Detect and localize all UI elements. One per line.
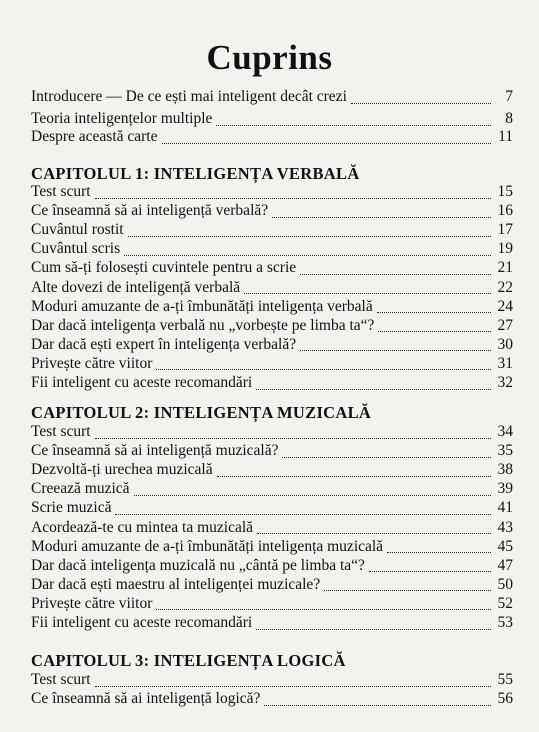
toc-entry (31, 538, 513, 558)
dot-leader (95, 198, 491, 199)
toc-entry-label: Fii inteligent cu aceste recomandări (31, 374, 253, 391)
toc-page-number: 32 (497, 374, 513, 391)
toc-page-number: 52 (497, 594, 513, 612)
toc-entry-label: Test scurt (31, 423, 91, 440)
toc-page-number: 11 (498, 128, 513, 145)
toc-entry-label: Dar dacă inteligența muzicală nu „cântă pe limba ta“? (31, 556, 365, 574)
dot-leader (95, 686, 491, 687)
toc-page-number: 50 (497, 575, 513, 593)
toc-entry-label: Moduri amuzante de a-ți îmbunătăți inteligența verbală (31, 297, 373, 315)
toc-entry (31, 519, 513, 539)
dot-leader (272, 217, 491, 218)
toc-page-number: 39 (497, 480, 513, 498)
toc-entry-label: Scrie muzică (31, 499, 112, 517)
toc-page-number: 30 (497, 335, 513, 353)
toc-entry (31, 88, 513, 108)
toc-entry-label: Despre această carte (31, 128, 158, 145)
toc-page-number: 34 (497, 423, 513, 440)
toc-page-number: 15 (497, 183, 513, 200)
toc-entry (31, 355, 513, 375)
toc-entry-label: Test scurt (31, 671, 91, 688)
dot-leader (282, 457, 491, 458)
toc-entry (31, 671, 513, 691)
toc-entry-label: Dar dacă inteligența verbală nu „vorbește pe limba ta“? (31, 316, 375, 334)
toc-entry (31, 240, 513, 260)
toc-page-number: 41 (497, 499, 513, 517)
dot-leader (256, 629, 491, 630)
toc-entry-label: Cum să-ți folosești cuvintele pentru a scrie (31, 259, 297, 277)
toc-page-number: 21 (497, 259, 513, 277)
toc-page-number: 47 (497, 556, 513, 574)
toc-entry-label: Moduri amuzante de a-ți îmbunătăți inteligența muzicală (31, 537, 384, 555)
dot-leader (257, 533, 491, 534)
toc-page-number: 24 (497, 297, 513, 315)
dot-leader (128, 236, 491, 237)
dot-leader (300, 274, 491, 275)
toc-entry (31, 202, 513, 222)
dot-leader (244, 293, 491, 294)
toc-page-number: 55 (497, 671, 513, 688)
dot-leader (324, 590, 491, 591)
toc-entry (31, 128, 513, 148)
toc-page-number: 17 (497, 221, 513, 239)
toc-entry-label: Test scurt (31, 183, 91, 200)
toc-entry-label: Dar dacă ești expert în inteligența verbală? (31, 335, 297, 353)
toc-entry (31, 557, 513, 577)
dot-leader (264, 705, 491, 706)
toc-page-number: 19 (497, 240, 513, 258)
toc-entry-label: Cuvântul rostit (31, 221, 124, 239)
dot-leader (156, 369, 491, 370)
toc-entry-label: Introducere — De ce ești mai inteligent decât crezi (31, 88, 347, 105)
dot-leader (377, 312, 491, 313)
toc-page-number: 22 (497, 278, 513, 296)
toc-entry-label: Fii inteligent cu aceste recomandări (31, 614, 253, 631)
toc-entry-label: Cuvântul scris (31, 240, 121, 258)
toc-page-number: 35 (497, 442, 513, 460)
toc-entry (31, 279, 513, 299)
toc-entry (31, 442, 513, 462)
toc-page-number: 7 (505, 88, 513, 105)
toc-entry-label: Alte dovezi de inteligență verbală (31, 278, 241, 296)
toc-entry (31, 480, 513, 500)
toc-entry (31, 298, 513, 318)
toc-entry (31, 317, 513, 337)
chapter-heading: CAPITOLUL 1: INTELIGENȚA VERBALĂ (31, 164, 360, 183)
toc-page-number: 43 (497, 518, 513, 536)
toc-page-number: 31 (497, 354, 513, 372)
dot-leader (115, 514, 491, 515)
toc-entry-label: Privește către viitor (31, 354, 153, 372)
chapter-heading: CAPITOLUL 3: INTELIGENȚA LOGICĂ (31, 651, 346, 670)
dot-leader (156, 609, 491, 610)
dot-leader (217, 476, 491, 477)
toc-entry-label: Acordează-te cu mintea ta muzicală (31, 518, 254, 536)
toc-entry (31, 336, 513, 356)
toc-entry (31, 576, 513, 596)
toc-entry (31, 690, 513, 710)
toc-entry (31, 374, 513, 394)
toc-entry-label: Dezvoltă-ți urechea muzicală (31, 461, 213, 479)
toc-entry (31, 259, 513, 279)
toc-entry (31, 499, 513, 519)
toc-entry (31, 595, 513, 615)
toc-page-number: 27 (497, 316, 513, 334)
toc-entry-label: Privește către viitor (31, 594, 153, 612)
toc-page-number: 45 (497, 537, 513, 555)
toc-entry-label: Ce înseamnă să ai inteligență muzicală? (31, 442, 279, 460)
toc-entry-label: Dar dacă ești maestru al inteligenței muzicale? (31, 575, 321, 593)
toc-entry (31, 110, 513, 130)
dot-leader (378, 331, 491, 332)
dot-leader (256, 389, 491, 390)
page-title: Cuprins (206, 38, 333, 77)
toc-page-number: 16 (497, 202, 513, 220)
toc-page-number: 56 (497, 690, 513, 708)
dot-leader (216, 125, 491, 126)
dot-leader (124, 255, 491, 256)
chapter-heading: CAPITOLUL 2: INTELIGENȚA MUZICALĂ (31, 403, 372, 422)
toc-page-number: 53 (497, 614, 513, 631)
toc-entry-label: Teoria inteligențelor multiple (31, 110, 213, 127)
toc-entry (31, 423, 513, 443)
dot-leader (369, 571, 491, 572)
toc-entry (31, 221, 513, 241)
toc-entry-label: Ce înseamnă să ai inteligență logică? (31, 690, 261, 708)
dot-leader (134, 495, 491, 496)
toc-entry-label: Ce înseamnă să ai inteligență verbală? (31, 202, 269, 220)
toc-entry (31, 614, 513, 634)
toc-entry (31, 183, 513, 203)
toc-page-number: 8 (505, 110, 513, 127)
dot-leader (95, 438, 491, 439)
dot-leader (300, 350, 491, 351)
toc-entry (31, 461, 513, 481)
dot-leader (351, 103, 491, 104)
dot-leader (162, 143, 492, 144)
toc-page-number: 38 (497, 461, 513, 479)
toc-entry-label: Creează muzică (31, 480, 130, 498)
dot-leader (387, 552, 491, 553)
